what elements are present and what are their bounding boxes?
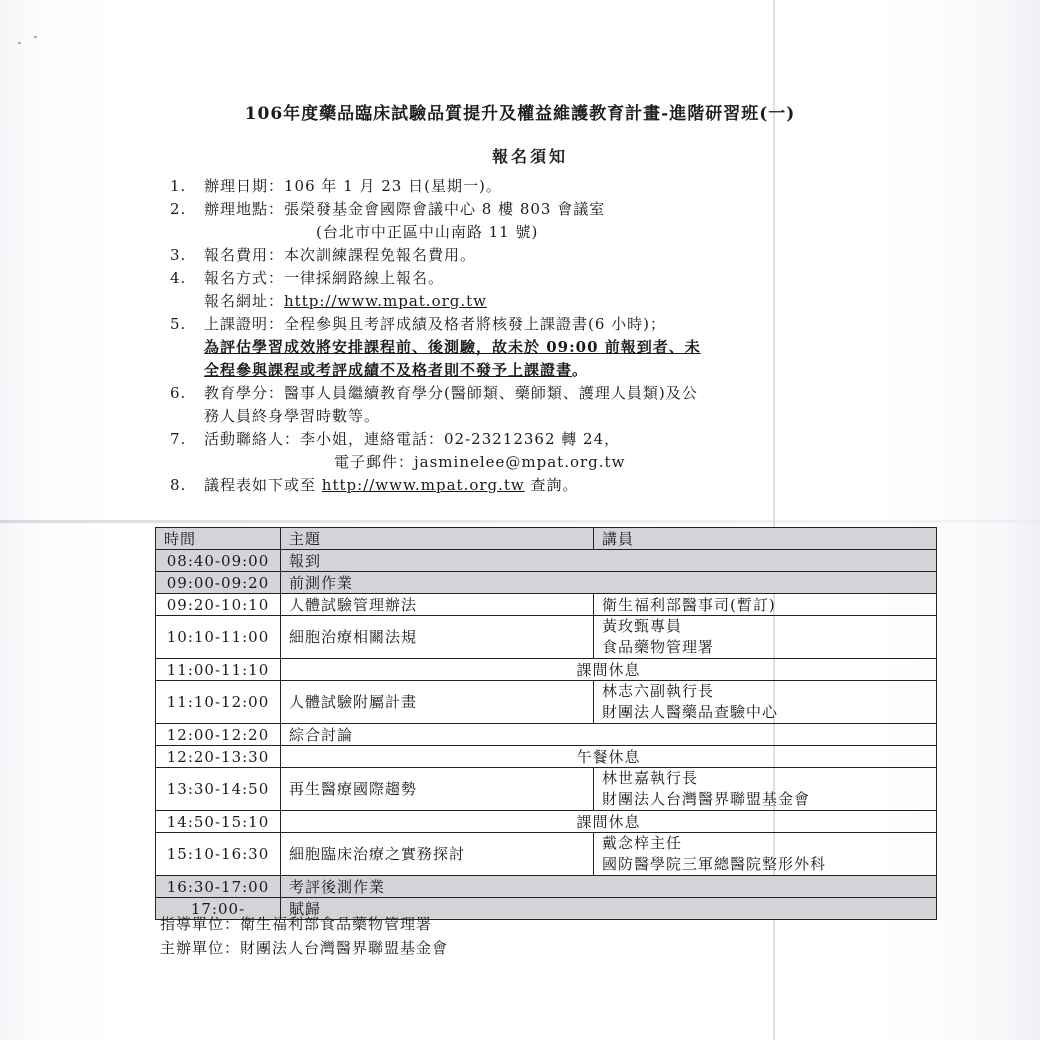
- item-number: 1.: [170, 177, 187, 195]
- speaker-affiliation: 財團法人台灣醫界聯盟基金會: [602, 790, 811, 808]
- topic-cell: 賦歸: [281, 898, 937, 920]
- item-emphasis-text: 為評估學習成效將安排課程前、後測驗，故未於 09:00 前報到者、未: [204, 338, 701, 356]
- item-number: 5.: [170, 315, 187, 333]
- footer-units: [160, 912, 660, 960]
- speaker-cell: [594, 833, 937, 876]
- item-text: 務人員終身學習時數等。: [204, 407, 381, 425]
- registration-notes: [170, 175, 890, 497]
- topic-cell: 人體試驗附屬計畫: [281, 681, 594, 724]
- table-row: [156, 572, 937, 594]
- item-emphasis-text: 全程參與課程或考評成績不及格者則不發予上課證書: [204, 361, 573, 379]
- item-number: 3.: [170, 246, 187, 264]
- item-text: 上課證明：全程參與且考評成績及格者將核發上課證書(6 小時)；: [204, 315, 667, 333]
- speaker-cell: 衛生福利部醫事司(暫訂): [594, 594, 937, 616]
- break-cell: 課間休息: [281, 811, 937, 833]
- speaker-cell: [594, 768, 937, 811]
- topic-cell: 細胞治療相關法規: [281, 616, 594, 659]
- topic-cell: 細胞臨床治療之實務探討: [281, 833, 594, 876]
- column-header-time: 時間: [156, 528, 281, 550]
- list-item: [170, 474, 890, 497]
- list-item: [170, 313, 890, 336]
- speaker-cell: [594, 681, 937, 724]
- speaker-cell: [594, 616, 937, 659]
- speaker-affiliation: 食品藥物管理署: [602, 638, 715, 656]
- column-header-speaker: 講員: [594, 528, 937, 550]
- time-cell: 14:50-15:10: [156, 811, 281, 833]
- document-title: 106年度藥品臨床試驗品質提升及權益維護教育計畫-進階研習班(一): [244, 104, 796, 124]
- speaker-name: 林志六副執行長: [602, 682, 715, 700]
- table-row: [156, 833, 937, 876]
- item-number: 4.: [170, 269, 187, 287]
- list-item: [170, 267, 890, 290]
- table-row: [156, 681, 937, 724]
- list-item: [170, 175, 890, 198]
- table-row: [156, 616, 937, 659]
- topic-cell: 綜合討論: [281, 724, 937, 746]
- item-text: 活動聯絡人：李小姐，連絡電話：02-23212362 轉 24，: [204, 430, 621, 448]
- fold-crease-horizontal: [0, 520, 1040, 523]
- item-text: 教育學分：醫事人員繼續教育學分(醫師類、藥師類、護理人員類)及公: [204, 384, 698, 402]
- speaker-name: 林世嘉執行長: [602, 769, 699, 787]
- time-cell: 11:10-12:00: [156, 681, 281, 724]
- item-text: 。: [572, 361, 589, 379]
- list-item-continuation: [170, 290, 890, 313]
- scan-speck: [18, 42, 21, 44]
- table-row: [156, 659, 937, 681]
- table-row: [156, 550, 937, 572]
- list-item: [170, 198, 890, 221]
- time-cell: 10:10-11:00: [156, 616, 281, 659]
- item-text: 報名費用：本次訓練課程免報名費用。: [204, 246, 477, 264]
- item-text: (台北市中正區中山南路 11 號): [316, 223, 539, 241]
- list-item-continuation: [170, 451, 890, 474]
- item-text: 報名網址：: [204, 292, 285, 310]
- time-cell: 11:00-11:10: [156, 659, 281, 681]
- table-header-row: [156, 528, 937, 550]
- item-text: 議程表如下或至: [204, 476, 322, 494]
- time-cell: 15:10-16:30: [156, 833, 281, 876]
- topic-cell: 報到: [281, 550, 937, 572]
- registration-link[interactable]: http://www.mpat.org.tw: [284, 292, 488, 310]
- item-text: 電子郵件：jasminelee@mpat.org.tw: [334, 453, 626, 471]
- schedule-table: [155, 527, 937, 920]
- list-item-continuation: [170, 336, 890, 359]
- list-item-continuation: [170, 221, 890, 244]
- table-row: [156, 746, 937, 768]
- topic-cell: 前測作業: [281, 572, 937, 594]
- time-cell: 16:30-17:00: [156, 876, 281, 898]
- list-item-continuation: [170, 405, 890, 428]
- speaker-name: 黃玫甄專員: [602, 617, 683, 635]
- topic-cell: 考評後測作業: [281, 876, 937, 898]
- column-header-topic: 主題: [281, 528, 594, 550]
- list-item: [170, 382, 890, 405]
- item-number: 2.: [170, 200, 187, 218]
- time-cell: 08:40-09:00: [156, 550, 281, 572]
- item-text: 辦理地點：張榮發基金會國際會議中心 8 樓 803 會議室: [204, 200, 606, 218]
- agenda-link[interactable]: http://www.mpat.org.tw: [321, 476, 525, 494]
- table-row: [156, 768, 937, 811]
- break-cell: 課間休息: [281, 659, 937, 681]
- time-cell: 09:00-09:20: [156, 572, 281, 594]
- speaker-affiliation: 財團法人醫藥品查驗中心: [602, 703, 779, 721]
- time-cell: 12:20-13:30: [156, 746, 281, 768]
- list-item-continuation: [170, 359, 890, 382]
- item-text: 報名方式：一律採網路線上報名。: [204, 269, 445, 287]
- item-number: 7.: [170, 430, 187, 448]
- list-item: [170, 244, 890, 267]
- table-row: [156, 724, 937, 746]
- break-cell: 午餐休息: [281, 746, 937, 768]
- time-cell: 13:30-14:50: [156, 768, 281, 811]
- speaker-affiliation: 國防醫學院三軍總醫院整形外科: [602, 855, 827, 873]
- time-cell: 12:00-12:20: [156, 724, 281, 746]
- table-row: [156, 876, 937, 898]
- time-cell: 17:00-: [156, 898, 281, 920]
- item-text: 辦理日期：106 年 1 月 23 日(星期一)。: [204, 177, 502, 195]
- table-row: [156, 811, 937, 833]
- supervising-unit: 指導單位：衛生福利部食品藥物管理署: [160, 915, 433, 933]
- scan-speck: [34, 36, 37, 38]
- topic-cell: 人體試驗管理辦法: [281, 594, 594, 616]
- table-row: [156, 594, 937, 616]
- speaker-name: 戴念梓主任: [602, 834, 683, 852]
- item-number: 8.: [170, 476, 187, 494]
- list-item: [170, 428, 890, 451]
- item-text: 查詢。: [524, 476, 579, 494]
- organizing-unit: 主辦單位：財團法人台灣醫界聯盟基金會: [160, 939, 449, 957]
- item-number: 6.: [170, 384, 187, 402]
- time-cell: 09:20-10:10: [156, 594, 281, 616]
- topic-cell: 再生醫療國際趨勢: [281, 768, 594, 811]
- document-subtitle: 報名須知: [491, 147, 568, 166]
